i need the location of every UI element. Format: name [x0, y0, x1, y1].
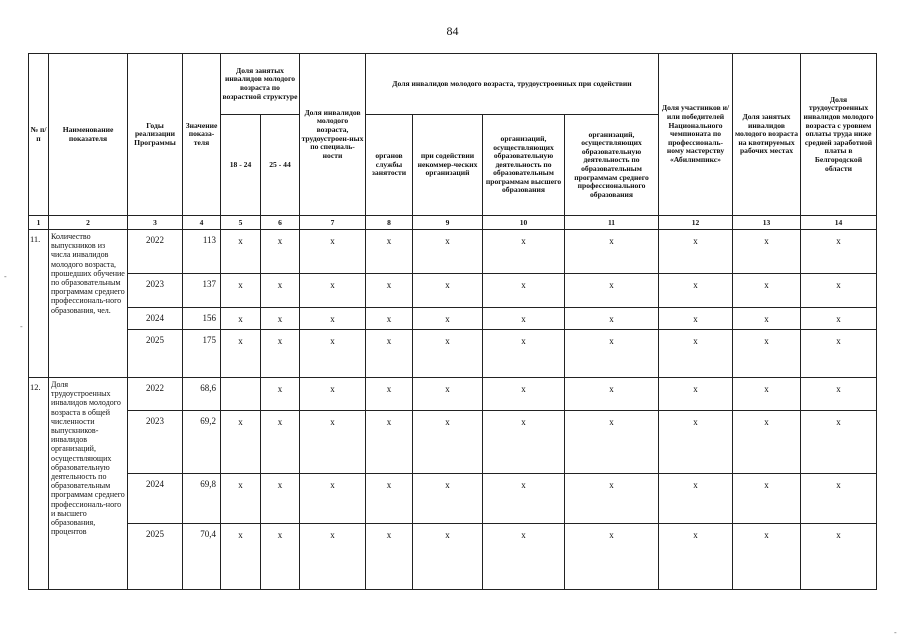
value-cell: 137	[183, 274, 221, 308]
mark-cell: x	[565, 378, 659, 411]
mark-cell: x	[801, 474, 877, 524]
mark-cell: x	[413, 411, 483, 474]
mark-cell: x	[300, 330, 366, 378]
mark-cell: x	[413, 274, 483, 308]
mark-cell: x	[300, 411, 366, 474]
mark-cell: x	[366, 308, 413, 330]
row-number: 12.	[29, 378, 49, 590]
mark-cell: x	[659, 474, 733, 524]
mark-cell: x	[483, 230, 565, 274]
value-cell: 156	[183, 308, 221, 330]
mark-cell: x	[483, 474, 565, 524]
mark-cell	[221, 378, 261, 411]
header-employment-service: органов службы занятости	[366, 115, 413, 216]
mark-cell: x	[413, 524, 483, 590]
column-number: 5	[221, 216, 261, 230]
mark-cell: x	[300, 524, 366, 590]
value-cell: 68,6	[183, 378, 221, 411]
year-cell: 2024	[128, 474, 183, 524]
row-number: 11.	[29, 230, 49, 378]
value-cell: 70,4	[183, 524, 221, 590]
mark-cell: x	[733, 308, 801, 330]
year-cell: 2022	[128, 378, 183, 411]
table-row	[29, 230, 877, 274]
table-row	[29, 308, 877, 330]
column-number: 7	[300, 216, 366, 230]
value-cell: 113	[183, 230, 221, 274]
mark-cell: x	[366, 230, 413, 274]
mark-cell: x	[659, 378, 733, 411]
mark-cell: x	[413, 308, 483, 330]
mark-cell: x	[221, 274, 261, 308]
mark-cell: x	[221, 230, 261, 274]
scan-mark: -	[894, 628, 897, 637]
column-number: 8	[366, 216, 413, 230]
mark-cell: x	[659, 230, 733, 274]
mark-cell: x	[300, 378, 366, 411]
mark-cell: x	[659, 308, 733, 330]
column-number: 3	[128, 216, 183, 230]
value-cell: 175	[183, 330, 221, 378]
indicator-name: Доля трудоустроенных инвалидов молодого возраста в общей численности выпускников-инвалидов организаций, осуществляющих образовательную деятельность по образовательным программам среднего профессиональ-ного и высшего образования, процентов	[49, 378, 128, 590]
mark-cell: x	[659, 524, 733, 590]
indicators-table	[28, 53, 877, 590]
header-low-wage: Доля трудоустроенных инвалидов молодого возраста с уровнем оплаты труда ниже средней заработной платы в Белгородской области	[801, 54, 877, 216]
header-age-structure: Доля занятых инвалидов молодого возраста по возрастной структуре	[221, 54, 300, 115]
column-number: 13	[733, 216, 801, 230]
mark-cell: x	[261, 230, 300, 274]
header-by-specialty: Доля инвалидов молодого возраста, трудоустроен-ных по специаль-ности	[300, 54, 366, 216]
mark-cell: x	[366, 524, 413, 590]
mark-cell: x	[366, 411, 413, 474]
mark-cell: x	[483, 330, 565, 378]
mark-cell: x	[733, 411, 801, 474]
column-number: 11	[565, 216, 659, 230]
mark-cell: x	[565, 230, 659, 274]
header-number: № п/п	[29, 54, 49, 216]
year-cell: 2025	[128, 330, 183, 378]
mark-cell: x	[366, 474, 413, 524]
mark-cell: x	[483, 524, 565, 590]
mark-cell: x	[300, 474, 366, 524]
mark-cell: x	[565, 474, 659, 524]
mark-cell: x	[483, 308, 565, 330]
year-cell: 2023	[128, 411, 183, 474]
mark-cell: x	[733, 524, 801, 590]
mark-cell: x	[801, 411, 877, 474]
mark-cell: x	[221, 474, 261, 524]
header-nonprofit: при содействии некоммер-ческих организаций	[413, 115, 483, 216]
mark-cell: x	[801, 308, 877, 330]
mark-cell: x	[801, 378, 877, 411]
scan-mark: -	[20, 322, 23, 331]
mark-cell: x	[659, 330, 733, 378]
mark-cell: x	[659, 411, 733, 474]
column-number: 9	[413, 216, 483, 230]
header-age-18-24: 18 - 24	[221, 115, 261, 216]
mark-cell: x	[733, 378, 801, 411]
mark-cell: x	[221, 411, 261, 474]
table-row	[29, 411, 877, 474]
mark-cell: x	[366, 330, 413, 378]
mark-cell: x	[565, 411, 659, 474]
column-number: 1	[29, 216, 49, 230]
mark-cell: x	[300, 308, 366, 330]
table-row	[29, 378, 877, 411]
column-number: 12	[659, 216, 733, 230]
header-vocational-ed: организаций, осуществляющих образовательную деятельность по образовательным программам среднего профессионального образования	[565, 115, 659, 216]
mark-cell: x	[801, 274, 877, 308]
scan-mark: -	[4, 272, 7, 281]
column-number: 2	[49, 216, 128, 230]
column-numbers-row	[29, 216, 877, 230]
mark-cell: x	[483, 274, 565, 308]
mark-cell: x	[659, 274, 733, 308]
table-row	[29, 330, 877, 378]
page-number: 84	[446, 24, 459, 38]
mark-cell: x	[300, 274, 366, 308]
mark-cell: x	[801, 230, 877, 274]
header-name: Наименование показателя	[49, 54, 128, 216]
header-quota-jobs: Доля занятых инвалидов молодого возраста на квотируемых рабочих местах	[733, 54, 801, 216]
mark-cell: x	[413, 330, 483, 378]
mark-cell: x	[733, 230, 801, 274]
mark-cell: x	[366, 378, 413, 411]
header-value: Значение показа-теля	[183, 54, 221, 216]
mark-cell: x	[801, 330, 877, 378]
indicator-name: Количество выпускников из числа инвалидов молодого возраста, прошедших обучение по образовательным программам среднего профессиональ-ного образования, чел.	[49, 230, 128, 378]
mark-cell: x	[565, 330, 659, 378]
table-row	[29, 474, 877, 524]
mark-cell: x	[413, 378, 483, 411]
mark-cell: x	[483, 378, 565, 411]
mark-cell: x	[565, 524, 659, 590]
header-abilympics: Доля участников и/или победителей Национального чемпионата по профессиональ-ному мастерству «Абилимпикс»	[659, 54, 733, 216]
mark-cell: x	[413, 230, 483, 274]
column-number: 4	[183, 216, 221, 230]
mark-cell: x	[261, 474, 300, 524]
mark-cell: x	[733, 274, 801, 308]
mark-cell: x	[261, 308, 300, 330]
table-row	[29, 524, 877, 590]
table-row	[29, 274, 877, 308]
column-number: 14	[801, 216, 877, 230]
mark-cell: x	[565, 308, 659, 330]
value-cell: 69,2	[183, 411, 221, 474]
value-cell: 69,8	[183, 474, 221, 524]
header-higher-ed: организаций, осуществляющих образовательную деятельность по образовательным программам высшего образования	[483, 115, 565, 216]
mark-cell: x	[565, 274, 659, 308]
header-years: Годы реализации Программы	[128, 54, 183, 216]
mark-cell: x	[733, 474, 801, 524]
mark-cell: x	[801, 524, 877, 590]
column-number: 6	[261, 216, 300, 230]
year-cell: 2024	[128, 308, 183, 330]
year-cell: 2022	[128, 230, 183, 274]
mark-cell: x	[261, 378, 300, 411]
mark-cell: x	[261, 524, 300, 590]
mark-cell: x	[261, 274, 300, 308]
mark-cell: x	[366, 274, 413, 308]
mark-cell: x	[413, 474, 483, 524]
mark-cell: x	[300, 230, 366, 274]
mark-cell: x	[221, 308, 261, 330]
mark-cell: x	[261, 330, 300, 378]
mark-cell: x	[221, 330, 261, 378]
mark-cell: x	[221, 524, 261, 590]
mark-cell: x	[733, 330, 801, 378]
column-number: 10	[483, 216, 565, 230]
year-cell: 2023	[128, 274, 183, 308]
year-cell: 2025	[128, 524, 183, 590]
mark-cell: x	[483, 411, 565, 474]
header-age-25-44: 25 - 44	[261, 115, 300, 216]
mark-cell: x	[261, 411, 300, 474]
header-assisted: Доля инвалидов молодого возраста, трудоустроенных при содействии	[366, 54, 659, 115]
